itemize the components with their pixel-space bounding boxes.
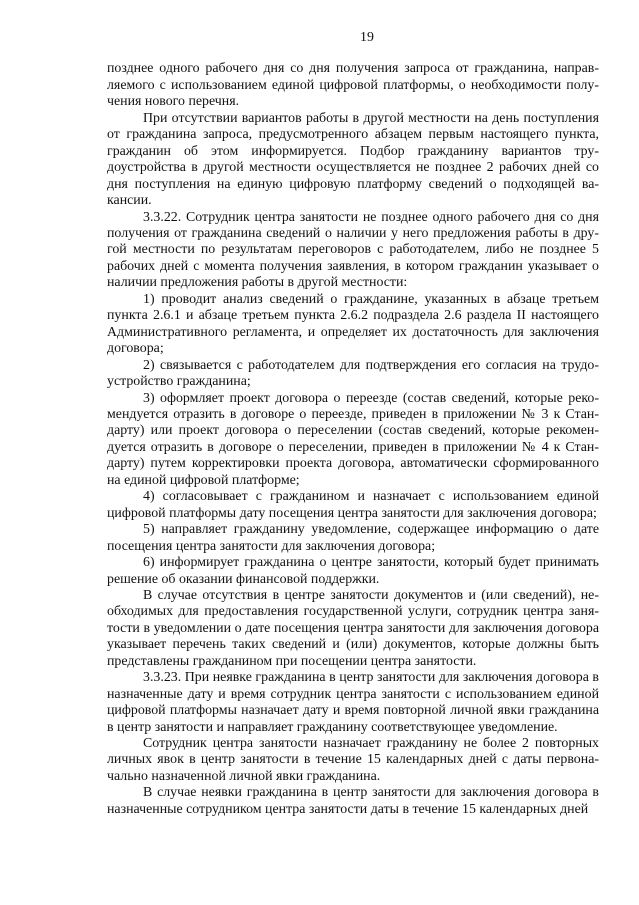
paragraph-3-3-22: 3.3.22. Сотрудник центра занятости не позднее одного рабочего дня со дня получения от гражданина сведений о наличии у него предложения работы в другой местности по результатам переговоров с работодателем, либо не позднее 5 рабочих дней с момента получения заявления, в котором гражданин указывает о наличии предложения работы в другой местности: <box>107 209 599 291</box>
paragraph-repeat-visits: Сотрудник центра занятости назначает гражданину не более 2 повторных личных явок в центр занятости в течение 15 календарных дней с даты первоначально назначенной личной явки гражданина. <box>107 736 599 784</box>
page-number: 19 <box>360 30 374 45</box>
paragraph-absence-docs: В случае отсутствия в центре занятости документов и (или сведений), необходимых для предоставления государственной услуги, сотрудник центра занятости в уведомлении о дате посещения центра занятости для заключения договора указывает перечень таких сведений и (или) документов, которые должны быть представлены гражданином при посещении центра занятости. <box>107 587 599 669</box>
paragraph-no-show: В случае неявки гражданина в центр занятости для заключения договора в назначенные сотрудником центра занятости даты в течение 15 календарных дней <box>107 785 599 817</box>
paragraph-2: При отсутствии вариантов работы в другой местности на день поступления от гражданина запроса, предусмотренного абзацем первым настоящего пункта, гражданин об этом информируется. Подбор гражданину вариантов трудоустройства в другой местности осуществляется не позднее 2 рабочих дней со дня поступления на единую цифровую платформу сведений о подходящей вакансии. <box>107 110 599 209</box>
list-item-6: 6) информирует гражданина о центре занятости, который будет принимать решение об оказании финансовой поддержки. <box>107 555 599 587</box>
paragraph-1: позднее одного рабочего дня со дня получения запроса от гражданина, направляемого с использованием единой цифровой платформы, о необходимости получения нового перечня. <box>107 61 599 110</box>
list-item-4: 4) согласовывает с гражданином и назначает с использованием единой цифровой платформы дату посещения центра занятости для заключения договора; <box>107 489 599 521</box>
list-item-3: 3) оформляет проект договора о переезде (состав сведений, которые рекомендуется отразить в договоре о переезде, приведен в приложении № 3 к Стандарту) или проект договора о переселении (состав сведений, которые рекомендуется отразить в договоре о переселении, приведен в приложении № 4 к Стандарту) путем корректировки проекта договора, автоматически сформированного на единой цифровой платформе; <box>107 390 599 488</box>
list-item-1: 1) проводит анализ сведений о гражданине, указанных в абзаце третьем пункта 2.6.1 и абзаце третьем пункта 2.6.2 подраздела 2.6 раздела II настоящего Административного регламента, и определяет их достаточность для заключения договора; <box>107 291 599 357</box>
body-text <box>107 61 599 818</box>
paragraph-3-3-23: 3.3.23. При неявке гражданина в центр занятости для заключения договора в назначенные дату и время сотрудник центра занятости с использованием единой цифровой платформы назначает дату и время повторной личной явки гражданина в центр занятости и направляет гражданину соответствующее уведомление. <box>107 670 599 735</box>
list-item-5: 5) направляет гражданину уведомление, содержащее информацию о дате посещения центра занятости для заключения договора; <box>107 522 599 554</box>
list-item-2: 2) связывается с работодателем для подтверждения его согласия на трудоустройство гражданина; <box>107 357 599 390</box>
